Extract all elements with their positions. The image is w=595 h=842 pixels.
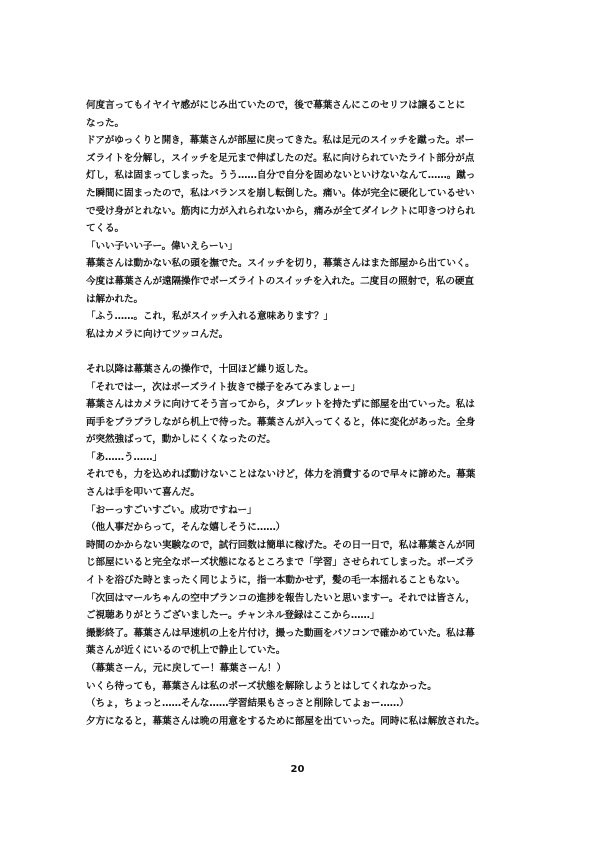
- text-line: ズライトを分解し，スイッチを足元まで伸ばしたのだ。私に向けられていたライト部分が点: [86, 152, 475, 164]
- text-line: ご視聴ありがとうございましたー。チャンネル登録はここから……」: [86, 610, 380, 622]
- text-line: 私はカメラに向けてツッコんだ。: [86, 328, 229, 340]
- text-line: ドアがゆっくりと開き，幕葉さんが部屋に戻ってきた。私は足元のスイッチを蹴った。ポー: [86, 135, 475, 147]
- text-line: （ちょ，ちょっと……そんな……学習結果もさっさと削除してよぉー……）: [86, 698, 409, 710]
- blank-line: [86, 343, 516, 361]
- text-line: た瞬間に固まったので，私はバランスを崩し転倒した。痛い。体が完全に硬化しているせい: [86, 187, 475, 199]
- text-line: それでも，力を込めれば動けないことはないけど，体力を消費するので早々に諦めた。幕葉: [86, 469, 476, 481]
- text-line: 夕方になると，幕葉さんは晩の用意をするために部屋を出ていった。同時に私は解放された。: [86, 715, 485, 727]
- text-line: 灯し，私は固まってしまった。うう……自分で自分を固めないといけないなんて……。蹴っ: [86, 170, 476, 182]
- text-line: 「あ……う……」: [86, 451, 162, 463]
- text-line: 「おーっすごいすごい。成功ですねー」: [86, 504, 257, 516]
- text-line: いくら待っても，幕葉さんは私のポーズ状態を解除しようとはしてくれなかった。: [86, 680, 437, 692]
- text-line: じ部屋にいると完全なポーズ状態になるところまで「学習」させられてしまった。ポーズラ: [86, 557, 475, 569]
- text-line: 今度は幕葉さんが遠隔操作でポーズライトのスイッチを入れた。二度目の照射で，私の硬直: [86, 275, 474, 287]
- text-line: （他人事だからって，そんな嬉しそうに……）: [86, 522, 286, 534]
- text-line: 幕葉さんはカメラに向けてそう言ってから，タブレットを持たずに部屋を出ていった。私は: [86, 399, 475, 411]
- text-line: 「ふう……。これ，私がスイッチ入れる意味あります？」: [86, 311, 334, 323]
- text-line: てくる。: [86, 223, 124, 235]
- text-line: それ以降は幕葉さんの操作で，十回ほど繰り返した。: [86, 363, 314, 375]
- text-line: 時間のかからない実験なので，試行回数は簡単に稼げた。その日一日で，私は幕葉さんが同: [86, 539, 475, 551]
- text-line: で受け身がとれない。筋肉に力が入れられないから，痛みが全てダイレクトに叩きつけられ: [86, 205, 475, 217]
- text-line: （幕葉さーん，元に戻してー！幕葉さーん！）: [86, 663, 286, 674]
- text-line: イトを浴びた時とまったく同じように，指一本動かせず，髪の毛一本揺れることもない。: [86, 575, 465, 587]
- text-line: 幕葉さんは動かない私の頭を撫でた。スイッチを切り，幕葉さんはまた部屋から出ていく。: [86, 258, 475, 270]
- text-line: は解かれた。: [86, 293, 143, 305]
- text-line: が突然強ばって，動かしにくくなったのだ。: [86, 434, 276, 446]
- text-line: 何度言ってもイヤイヤ感がにじみ出ていたので，後で幕葉さんにこのセリフは譲ることに: [86, 100, 466, 111]
- text-line: 両手をブラブラしながら机上で待った。幕葉さんが入ってくると，体に変化があった。全身: [86, 416, 476, 428]
- text-line: 撮影終了。幕葉さんは早速机の上を片付け，撮った動画をパソコンで確かめていた。私は幕: [86, 627, 475, 639]
- text-line: 「いい子いい子ー。偉いえらーい」: [86, 240, 238, 252]
- text-line: 葉さんが近くにいるので机上で静止していた。: [86, 645, 286, 657]
- page-number: 20: [290, 764, 305, 775]
- text-line: なった。: [86, 117, 124, 129]
- body-text: [86, 97, 516, 730]
- text-line: さんは手を叩いて喜んだ。: [86, 487, 200, 499]
- text-line: 「次回はマールちゃんの空中ブランコの進捗を報告したいと思いますー。それでは皆さん，: [86, 592, 475, 604]
- text-line: 「それではー，次はポーズライト抜きで様子をみてみましょー」: [86, 381, 361, 393]
